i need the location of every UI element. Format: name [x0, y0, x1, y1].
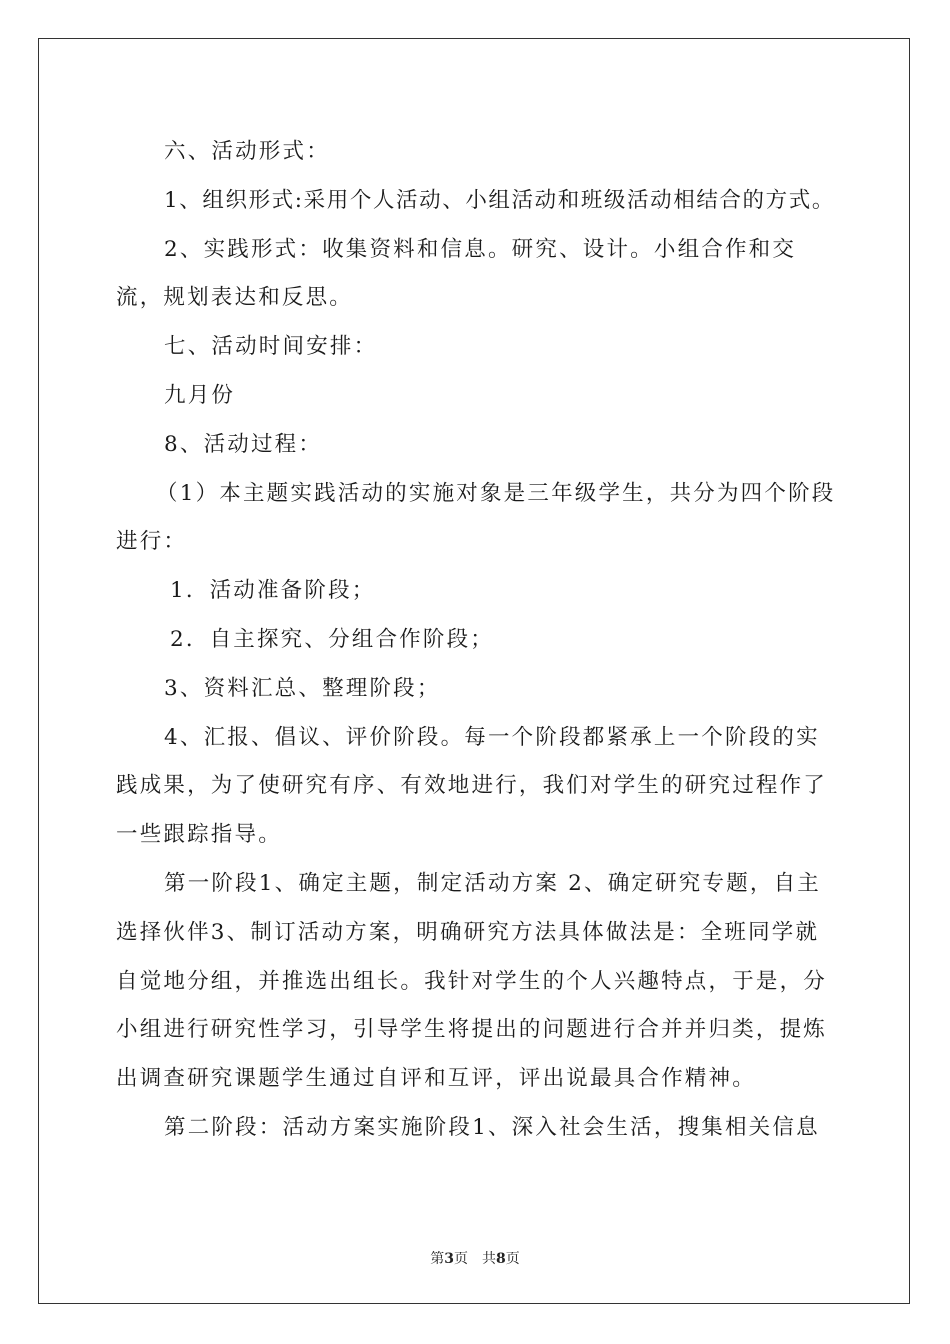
paragraph-schedule-heading: 七、活动时间安排： [164, 334, 378, 360]
page-footer [0, 1248, 950, 1268]
paragraph-process-intro: （1）本主题实践活动的实施对象是三年级学生，共分为四个阶段进行： [116, 480, 836, 555]
paragraph-stage-1: 1．活动准备阶段； [170, 578, 376, 604]
footer-page-current: 3 [444, 1251, 454, 1267]
paragraph-first-phase: 第一阶段1、确定主题，制定活动方案 2、确定研究专题，自主选择伙伴3、制订活动方案，明确研究方法具体做法是：全班同学就自觉地分组，并推选出组长。我针对学生的个人兴趣特点，于是，分小组进行研究性学习，引导学生将提出的问题进行合并并归类，提炼出调查研究课题学生通过自评和互评，评出说最具合作精神。 [116, 870, 828, 1092]
footer-page-mid: 页 共 [454, 1251, 496, 1267]
paragraph-organization-form: 1、组织形式:采用个人活动、小组活动和班级活动相结合的方式。 [164, 187, 835, 213]
document-body [116, 128, 838, 1153]
paragraph-process-heading: 8、活动过程： [164, 431, 323, 457]
paragraph-stage-3: 3、资料汇总、整理阶段； [164, 675, 441, 701]
footer-page-prefix: 第 [430, 1251, 445, 1267]
footer-page-total: 8 [496, 1251, 506, 1267]
paragraph-stage-4: 4、汇报、倡议、评价阶段。每一个阶段都紧承上一个阶段的实践成果，为了使研究有序、有效地进行，我们对学生的研究过程作了一些跟踪指导。 [116, 724, 828, 848]
paragraph-practice-form: 2、实践形式：收集资料和信息。研究、设计。小组合作和交流，规划表达和反思。 [116, 236, 797, 311]
paragraph-stage-2: 2．自主探究、分组合作阶段； [170, 626, 494, 652]
footer-page-suffix: 页 [505, 1251, 520, 1267]
paragraph-activity-form-heading: 六、活动形式： [164, 139, 330, 164]
paragraph-second-phase: 第二阶段：活动方案实施阶段1、深入社会生活，搜集相关信息 [164, 1114, 820, 1140]
paragraph-month: 九月份 [164, 382, 236, 408]
